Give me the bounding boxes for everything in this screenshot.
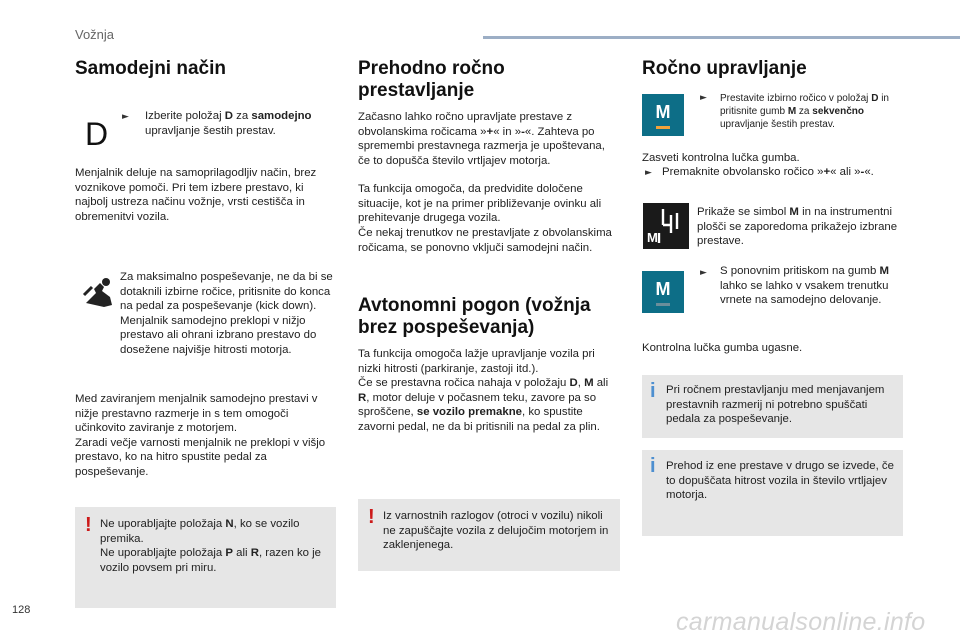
col1-para1: Menjalnik deluje na samoprilagodljiv način, brez voznikove pomoči. Pri tem izbere prestavo, ki najbolj ustreza načinu vožnje, vrsti cestišča in obremenitvi vozila. <box>75 167 317 223</box>
info-note-2 <box>642 450 903 536</box>
section-header: Vožnja <box>75 27 115 42</box>
lamp-on-text: Zasveti kontrolna lučka gumba. <box>642 152 800 164</box>
col2-para4: Ta funkcija omogoča lažje upravljanje vozila pri nizki hitrosti (parkiranje, zastoji itd.). <box>358 348 595 375</box>
info-icon: i <box>650 455 656 477</box>
col2-title: Prehodno ročno prestavljanje <box>358 58 505 101</box>
warning-icon: ! <box>85 514 92 536</box>
header-divider <box>483 36 960 39</box>
info-icon: i <box>650 380 656 402</box>
col2-para2: Ta funkcija omogoča, da predvidite določene situacije, kot je na primer približevanje ovinku ali prehitevanje drugega vozila. <box>358 183 602 225</box>
col2-para1: Začasno lahko ročno upravljate prestave z obvolanskima ročicama »+« in »-«. Zahteva po spremembi prestavnega razmerja je upoštevana, če to dopušča število vrtljajev motorja. <box>358 111 605 167</box>
lamp-off-text: Kontrolna lučka gumba ugasne. <box>642 342 803 354</box>
col3-step2: Premaknite obvolansko ročico »+« ali »-«. <box>662 166 874 178</box>
warning-note-col1 <box>75 507 336 608</box>
warning-text-col1: Ne uporabljajte položaja N, ko se vozilo premika. Ne uporabljajte položaja P ali R, razen ko je vozilo povsem pri miru. <box>100 518 322 574</box>
col1-title: Samodejni način <box>75 58 226 79</box>
col1-para2: Med zaviranjem menjalnik samodejno prestavi v nižje prestavno razmerje in s tem omogoči učinkovito zaviranje z motorjem. Zaradi večje varnosti menjalnik ne preklopi v višjo prestavo, ko na hitro spustite pedal za pospeševanje. <box>75 393 326 478</box>
warning-icon: ! <box>368 506 375 528</box>
col3-step3: S ponovnim pritiskom na gumb M lahko se lahko v vsakem trenutku vrnete na samodejno delovanje. <box>720 265 890 307</box>
gear-lever-icon <box>82 275 118 311</box>
warning-text-col2: Iz varnostnih razlogov (otroci v vozilu) nikoli ne zapuščajte vozila z delujočim motorjem in zaklenjenega. <box>383 510 609 552</box>
watermark: carmanualsonline.info <box>676 608 926 636</box>
col1-step1: Izberite položaj D za samodejno upravljanje šestih prestav. <box>145 110 312 137</box>
bullet-icon: ► <box>700 93 707 103</box>
col2-para3: Če nekaj trenutkov ne prestavljate z obvolanskima ročicama, se ponovno vključi samodejni način. <box>358 227 612 254</box>
auto-mode-button-icon: M <box>642 271 684 313</box>
page-number: 128 <box>12 604 31 616</box>
dash-m-symbol: M <box>647 230 658 245</box>
bullet-icon: ► <box>645 168 652 178</box>
manual-mode-button-icon: M <box>642 94 684 136</box>
instrument-display-icon <box>643 203 689 249</box>
col3-display: Prikaže se simbol M in na instrumentni plošči se zaporedoma prikažejo izbrane prestave. <box>697 206 898 248</box>
info-text-1: Pri ročnem prestavljanju med menjavanjem prestavnih razmerij ni potrebno spuščati pedala za pospeševanje. <box>666 384 885 426</box>
col3-title: Ročno upravljanje <box>642 58 807 79</box>
col2-title2: Avtonomni pogon (vožnja brez pospeševanja) <box>358 295 591 338</box>
info-text-2: Prehod iz ene prestave v drugo se izvede, če to dopuščata hitrost vozila in število vrtljajev motorja. <box>666 460 894 502</box>
info-note-1 <box>642 375 903 438</box>
bullet-icon: ► <box>700 268 707 278</box>
warning-note-col2 <box>358 499 620 571</box>
kickdown-text: Za maksimalno pospeševanje, ne da bi se dotaknili izbirne ročice, pritisnite do konca na pedal za pospeševanje (kick down). Menjalnik samodejno preklopi v nižjo prestavo ali ohrani izbrano prestavo do dosežene najvišje hitrosti motorja. <box>120 271 333 356</box>
gear-d-icon: D <box>85 116 109 152</box>
col2-para5: Če se prestavna ročica nahaja v položaju D, M ali R, motor deluje v počasnem teku, zavore pa so sproščene, se vozilo premakne, ko spustite zavorni pedal, ne da bi pritisnili na pedal za plin. <box>358 377 609 433</box>
col3-step1: Prestavite izbirno ročico v položaj D in pritisnite gumb M za sekvenčno upravljanje šestih prestav. <box>720 93 889 130</box>
bullet-icon: ► <box>122 112 129 122</box>
